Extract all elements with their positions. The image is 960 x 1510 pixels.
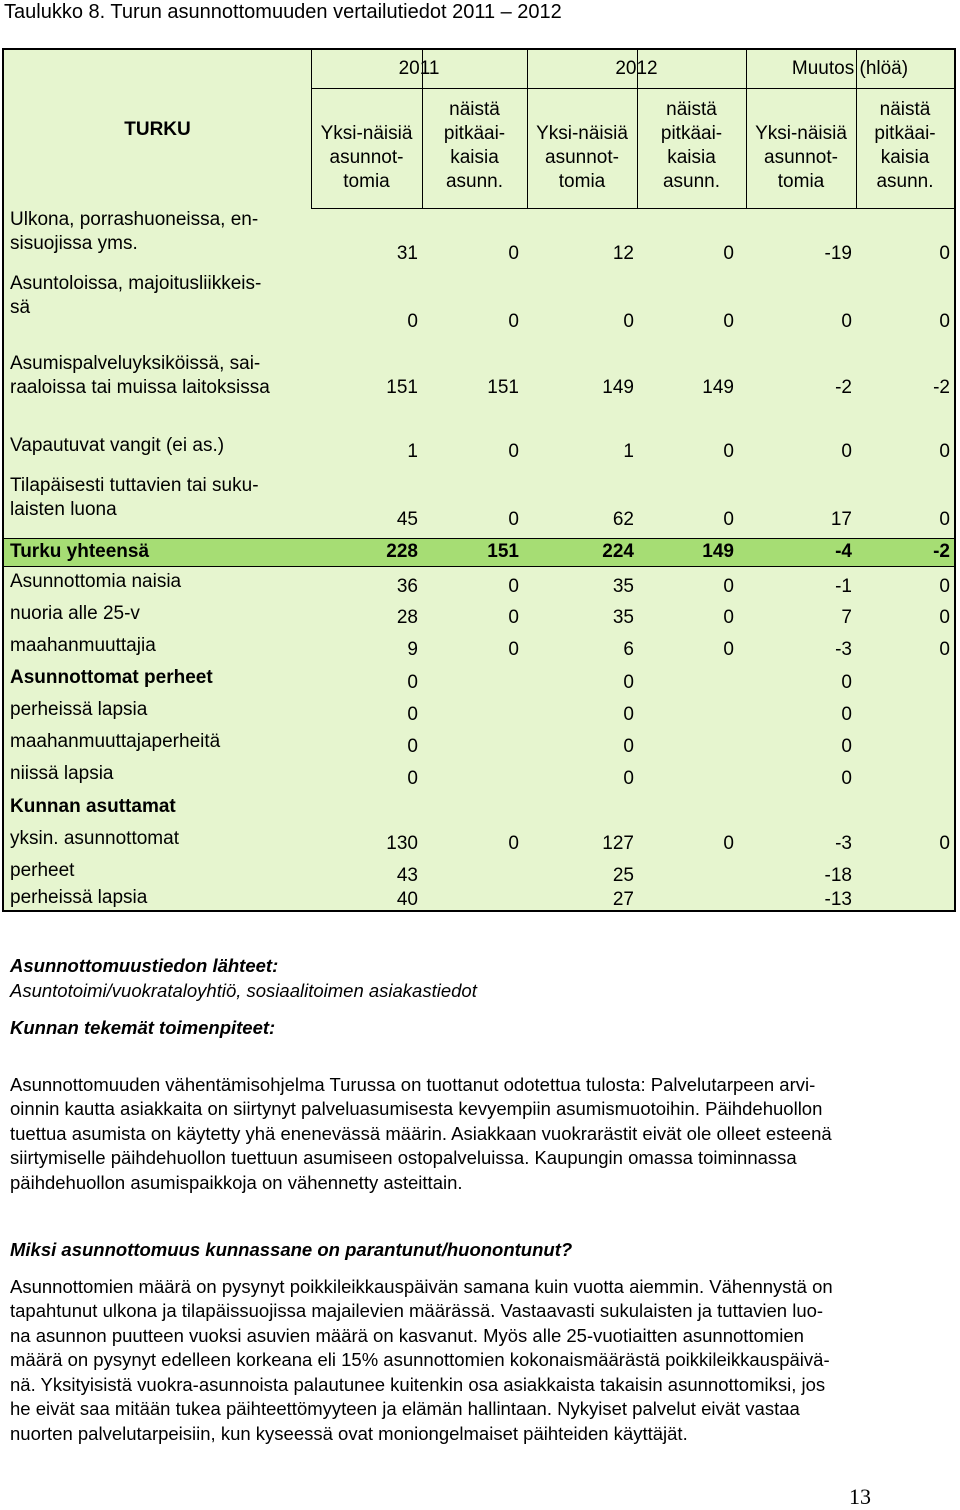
table-cell: 27 bbox=[612, 889, 634, 910]
table-cell: 151 bbox=[386, 377, 418, 398]
table-cell: 17 bbox=[830, 509, 852, 530]
column-header: tomia bbox=[777, 171, 825, 192]
table-cell: 43 bbox=[396, 865, 418, 886]
year-header: 2012 bbox=[615, 58, 658, 79]
table-cell: 31 bbox=[396, 243, 418, 264]
column-header: Yksi-näisiä bbox=[536, 123, 628, 144]
table-cell: 0 bbox=[508, 509, 519, 530]
table-cell: -18 bbox=[824, 865, 852, 886]
table-cell: 0 bbox=[508, 441, 519, 462]
table-cell: 0 bbox=[407, 704, 418, 725]
table-cell: 0 bbox=[939, 639, 950, 660]
table-cell: 1 bbox=[407, 441, 418, 462]
table-cell: 0 bbox=[841, 704, 852, 725]
measures-heading: Kunnan tekemät toimenpiteet: bbox=[10, 1017, 276, 1038]
row-label: Kunnan asuttamat bbox=[10, 796, 176, 817]
table-cell: 25 bbox=[612, 865, 634, 886]
why-heading: Miksi asunnottomuus kunnassane on parantunut/huonontunut? bbox=[10, 1239, 573, 1260]
table-cell: -13 bbox=[824, 889, 852, 910]
table-cell: 0 bbox=[841, 672, 852, 693]
column-header: kaisia bbox=[450, 147, 499, 168]
why-section bbox=[10, 1238, 945, 1446]
paragraph-line: nä. Yksityisistä vuokra-asunnoista palautunee kuitenkin osa asiakkaista takaisin asunnottomiksi, jos bbox=[10, 1373, 826, 1395]
paragraph-line: päihdehuollon asumispaikkoja on vähennetty asteittain. bbox=[10, 1171, 463, 1193]
paragraph-line: Asunnottomien määrä on pysynyt poikkileikkauspäivän samana kuin vuotta aiemmin. Vähennystä on bbox=[10, 1275, 833, 1297]
row-label: maahanmuuttajia bbox=[10, 635, 156, 656]
row-label: nuoria alle 25-v bbox=[10, 603, 140, 624]
column-header: asunn. bbox=[445, 171, 504, 192]
table-cell: 9 bbox=[407, 639, 418, 660]
table-cell: 28 bbox=[396, 607, 418, 628]
table-cell: 0 bbox=[723, 576, 734, 597]
table-cell: -3 bbox=[835, 833, 852, 854]
paragraph-line: tuettua asumista on käytetty yhä enenevässä määrin. Asiakkaan vuokrarästit eivät ole olleet esteenä bbox=[10, 1122, 832, 1144]
table-cell: 0 bbox=[723, 607, 734, 628]
table-cell: 149 bbox=[702, 541, 734, 562]
table-cell: 130 bbox=[386, 833, 418, 854]
column-header: kaisia bbox=[880, 147, 930, 168]
total-row-top bbox=[4, 538, 954, 539]
table-cell: -2 bbox=[835, 377, 852, 398]
header-divider bbox=[311, 88, 954, 89]
row-label: Asunnottomat perheet bbox=[10, 667, 213, 688]
table-cell: 0 bbox=[508, 639, 519, 660]
table-cell: 45 bbox=[396, 509, 418, 530]
row-label: perheissä lapsia bbox=[10, 887, 148, 908]
column-header: kaisia bbox=[667, 147, 716, 168]
table-cell: 0 bbox=[723, 509, 734, 530]
paragraph-line: na asunnon puutteen vuoksi asuvien määrä on kasvanut. Myös alle 25-vuotiaitten asunnottomien bbox=[10, 1324, 804, 1346]
row-label: Asumispalveluyksiköissä, sai- bbox=[10, 353, 261, 374]
table-cell: 0 bbox=[939, 509, 950, 530]
table-cell: 149 bbox=[602, 377, 634, 398]
column-header: asunnot- bbox=[329, 147, 404, 168]
table-cell: -3 bbox=[835, 639, 852, 660]
column-header: asunn. bbox=[876, 171, 934, 192]
table-cell: 0 bbox=[623, 768, 634, 789]
table-cell: 0 bbox=[508, 311, 519, 332]
table-cell: 35 bbox=[612, 607, 634, 628]
row-label: Asuntoloissa, majoitusliikkeis- bbox=[10, 273, 262, 294]
table-cell: 0 bbox=[508, 243, 519, 264]
table-cell: 0 bbox=[723, 833, 734, 854]
table-cell: 0 bbox=[939, 576, 950, 597]
table-cell: 35 bbox=[612, 576, 634, 597]
table-cell: 151 bbox=[487, 377, 519, 398]
comparison-table bbox=[2, 48, 956, 912]
table-cell: 228 bbox=[386, 541, 418, 562]
table-cell: 62 bbox=[612, 509, 634, 530]
table-cell: 0 bbox=[939, 441, 950, 462]
column-header: Yksi-näisiä bbox=[320, 123, 413, 144]
row-label: perheissä lapsia bbox=[10, 699, 148, 720]
table-cell: 0 bbox=[939, 833, 950, 854]
table-cell: 224 bbox=[602, 541, 634, 562]
table-cell: 0 bbox=[508, 607, 519, 628]
column-header: pitkäai- bbox=[660, 123, 723, 144]
table-cell: 0 bbox=[841, 311, 852, 332]
table-cell: 0 bbox=[623, 672, 634, 693]
table-cell: 0 bbox=[841, 768, 852, 789]
column-header: pitkäai- bbox=[874, 123, 936, 144]
table-cell: 12 bbox=[612, 243, 634, 264]
row-label: yksin. asunnottomat bbox=[10, 828, 179, 849]
row-label: perheet bbox=[10, 860, 75, 881]
table-cell: 0 bbox=[939, 243, 950, 264]
paragraph-line: oinnin kautta asiakkaita on siirtynyt palveluasumisesta kevyempiin asumismuotoihin. Päihdehuollon bbox=[10, 1098, 823, 1119]
table-cell: 127 bbox=[602, 833, 634, 854]
table-cell: 0 bbox=[723, 311, 734, 332]
table-cell: 0 bbox=[939, 311, 950, 332]
total-row-bottom bbox=[4, 566, 954, 567]
table-cell: 0 bbox=[407, 311, 418, 332]
table-cell: 0 bbox=[623, 704, 634, 725]
column-header: Yksi-näisiä bbox=[755, 123, 847, 144]
paragraph-line: tapahtunut ulkona ja tilapäissuojissa majailevien määrässä. Vastaavasti sukulaisten ja tuttavien luo- bbox=[10, 1300, 824, 1321]
table-cell: 0 bbox=[841, 441, 852, 462]
column-header: asunn. bbox=[662, 171, 721, 192]
row-label: sä bbox=[10, 297, 31, 318]
row-label: sisuojissa yms. bbox=[10, 233, 138, 254]
column-header: pitkäai- bbox=[443, 123, 506, 144]
table-cell: 0 bbox=[407, 672, 418, 693]
header-bottom bbox=[311, 208, 954, 209]
table-cell: 36 bbox=[396, 576, 418, 597]
column-header: asunnot- bbox=[764, 147, 838, 168]
page-number: 13 bbox=[849, 1484, 871, 1509]
row-label: Ulkona, porrashuoneissa, en- bbox=[10, 209, 259, 230]
sources-section bbox=[10, 954, 945, 1003]
table-cell: 149 bbox=[702, 377, 734, 398]
column-header: näistä bbox=[879, 99, 931, 120]
row-label: laisten luona bbox=[10, 499, 117, 520]
table-cell: 7 bbox=[841, 607, 852, 628]
paragraph-line: he eivät saa mitään tukea päihteettömyyteen ja elämän hallintaan. Nykyiset palvelut eivät vastaa bbox=[10, 1398, 800, 1419]
sources-text: Asuntotoimi/vuokrataloyhtiö, sosiaalitoimen asiakastiedot bbox=[10, 979, 477, 1001]
table-cell: 0 bbox=[723, 243, 734, 264]
page-title: Taulukko 8. Turun asunnottomuuden vertailutiedot 2011 – 2012 bbox=[4, 1, 562, 23]
column-header: asunnot- bbox=[545, 147, 619, 168]
table-cell: 1 bbox=[623, 441, 634, 462]
table-cell: -19 bbox=[824, 243, 852, 264]
year-header: Muutos (hlöä) bbox=[791, 58, 909, 79]
measures-section bbox=[10, 1016, 945, 1195]
row-label: Asunnottomia naisia bbox=[10, 571, 182, 592]
paragraph-line: Asunnottomuuden vähentämisohjelma Turussa on tuottanut odotettua tulosta: Palvelutarpeen arvi- bbox=[10, 1073, 816, 1095]
sources-heading: Asunnottomuustiedon lähteet: bbox=[10, 955, 279, 976]
table-cell: 0 bbox=[508, 576, 519, 597]
table-cell: 0 bbox=[407, 736, 418, 757]
table-cell: -2 bbox=[933, 377, 950, 398]
row-label: Turku yhteensä bbox=[10, 541, 150, 562]
column-header: näistä bbox=[666, 99, 717, 120]
column-header: tomia bbox=[558, 171, 606, 192]
corner-label: TURKU bbox=[124, 119, 191, 140]
measures-lines bbox=[10, 1073, 945, 1196]
table-cell: 0 bbox=[623, 311, 634, 332]
table-cell: -4 bbox=[835, 541, 852, 562]
column-header: tomia bbox=[343, 171, 390, 192]
table-cell: 0 bbox=[723, 441, 734, 462]
table-cell: 0 bbox=[841, 736, 852, 757]
table-cell: 0 bbox=[623, 736, 634, 757]
paragraph-line: määrä on pysynyt edelleen korkeana eli 15% asunnottomien kokonaismäärästä poikkileikkauspäivä- bbox=[10, 1349, 830, 1370]
table-cell: -2 bbox=[933, 541, 950, 562]
row-label: niissä lapsia bbox=[10, 763, 114, 784]
table-cell: 0 bbox=[939, 607, 950, 628]
paragraph-line: siirtymiselle päihdehuollon tuettuun asumiseen ostopalveluissa. Kaupungin omassa toiminnassa bbox=[10, 1147, 797, 1168]
table-cell: 151 bbox=[487, 541, 519, 562]
row-label: maahanmuuttajaperheitä bbox=[10, 731, 221, 752]
table-cell: -1 bbox=[835, 576, 852, 597]
column-header: näistä bbox=[449, 99, 500, 120]
table-cell: 6 bbox=[623, 639, 634, 660]
table-cell: 40 bbox=[396, 889, 418, 910]
paragraph-line: nuorten palvelutarpeisiin, kun kyseessä ovat moniongelmaiset päihteiden käyttäjät. bbox=[10, 1422, 688, 1444]
table-cell: 0 bbox=[508, 833, 519, 854]
year-header: 2011 bbox=[398, 58, 440, 79]
row-label: Tilapäisesti tuttavien tai suku- bbox=[10, 475, 259, 496]
row-label: raaloissa tai muissa laitoksissa bbox=[10, 377, 270, 398]
table-cell: 0 bbox=[407, 768, 418, 789]
table-cell: 0 bbox=[723, 639, 734, 660]
row-label: Vapautuvat vangit (ei as.) bbox=[10, 435, 225, 456]
why-lines bbox=[10, 1275, 945, 1447]
